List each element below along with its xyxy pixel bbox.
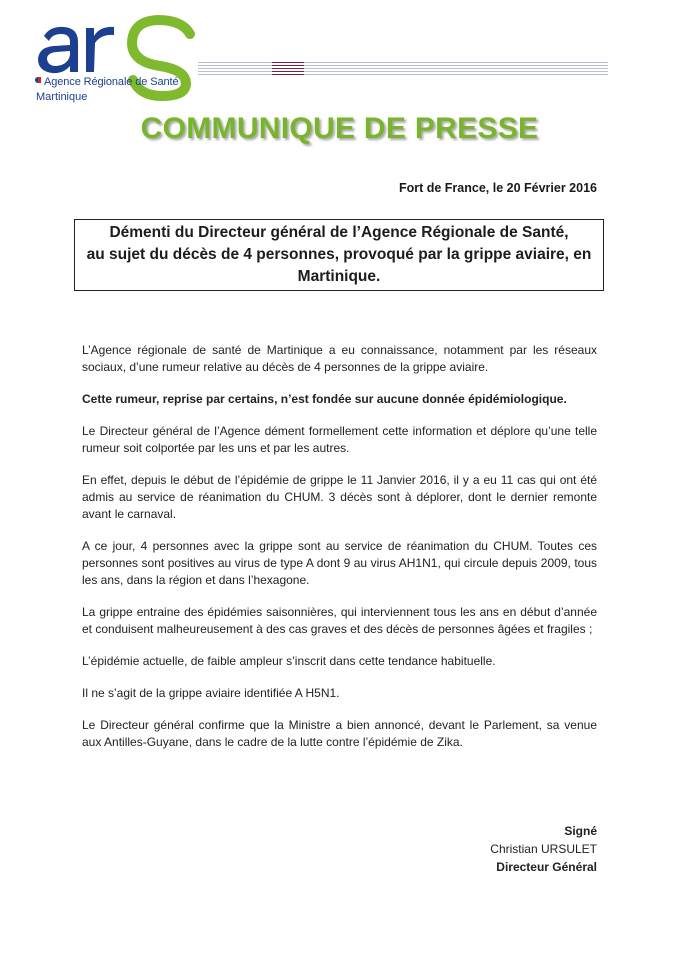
body-paragraph: A ce jour, 4 personnes avec la grippe sont au service de réanimation du CHUM. Toutes ces personnes sont positives au virus de type A dont 9 au virus AH1N1, qui circule depuis 2009, tous les ans, dans la région et dans l’hexagone. (82, 539, 597, 587)
dateline: Fort de France, le 20 Février 2016 (398, 181, 597, 195)
body-paragraph: Il ne s’agit de la grippe aviaire identifiée A H5N1. (82, 686, 340, 700)
press-release-body (82, 342, 597, 766)
signature-label: Signé (564, 824, 597, 838)
body-paragraph: La grippe entraine des épidémies saisonnières, qui interviennent tous les ans en début d’année et conduisent malheureusement à des cas graves et des décès de personnes âgées et fragiles ; (82, 605, 597, 636)
body-paragraph: L’Agence régionale de santé de Martinique a eu connaissance, notamment par les réseaux sociaux, d’une rumeur relative au décès de 4 personnes de la grippe aviaire. (82, 343, 597, 374)
header-stripe-band (198, 62, 608, 76)
body-paragraph-emphasis: Cette rumeur, reprise par certains, n’est fondée sur aucune donnée épidémiologique. (82, 392, 567, 406)
body-paragraph: Le Directeur général confirme que la Ministre a bien annoncé, devant le Parlement, sa venue aux Antilles-Guyane, dans le cadre de la lutte contre l’épidémie de Zika. (82, 718, 597, 749)
headline-line: Martinique. (297, 268, 381, 285)
headline-box (74, 219, 604, 291)
logo-agency-name: Agence Régionale de Santé (44, 76, 179, 88)
body-paragraph: L’épidémie actuelle, de faible ampleur s’inscrit dans cette tendance habituelle. (82, 654, 496, 668)
page-title: COMMUNIQUE DE PRESSE (140, 112, 539, 145)
logo-region-name: Martinique (36, 91, 88, 103)
ars-logo (30, 14, 210, 104)
body-paragraph: Le Directeur général de l’Agence dément formellement cette information et déplore qu’une telle rumeur soit colportée par les uns et par les autres. (82, 424, 597, 455)
signatory-role: Directeur Général (496, 860, 597, 874)
signature-block (490, 822, 597, 876)
header-stripe-accent (272, 62, 304, 76)
body-paragraph: En effet, depuis le début de l’épidémie de grippe le 11 Janvier 2016, il y a eu 11 cas qui ont été admis au service de réanimation du CHUM. 3 décès sont à déplorer, dont le dernier remonte avant le carnaval. (82, 473, 597, 521)
headline-line: au sujet du décès de 4 personnes, provoqué par la grippe aviaire, en (86, 246, 592, 263)
signatory-name: Christian URSULET (490, 842, 597, 856)
headline-line: Démenti du Directeur général de l’Agence Régionale de Santé, (109, 224, 569, 241)
